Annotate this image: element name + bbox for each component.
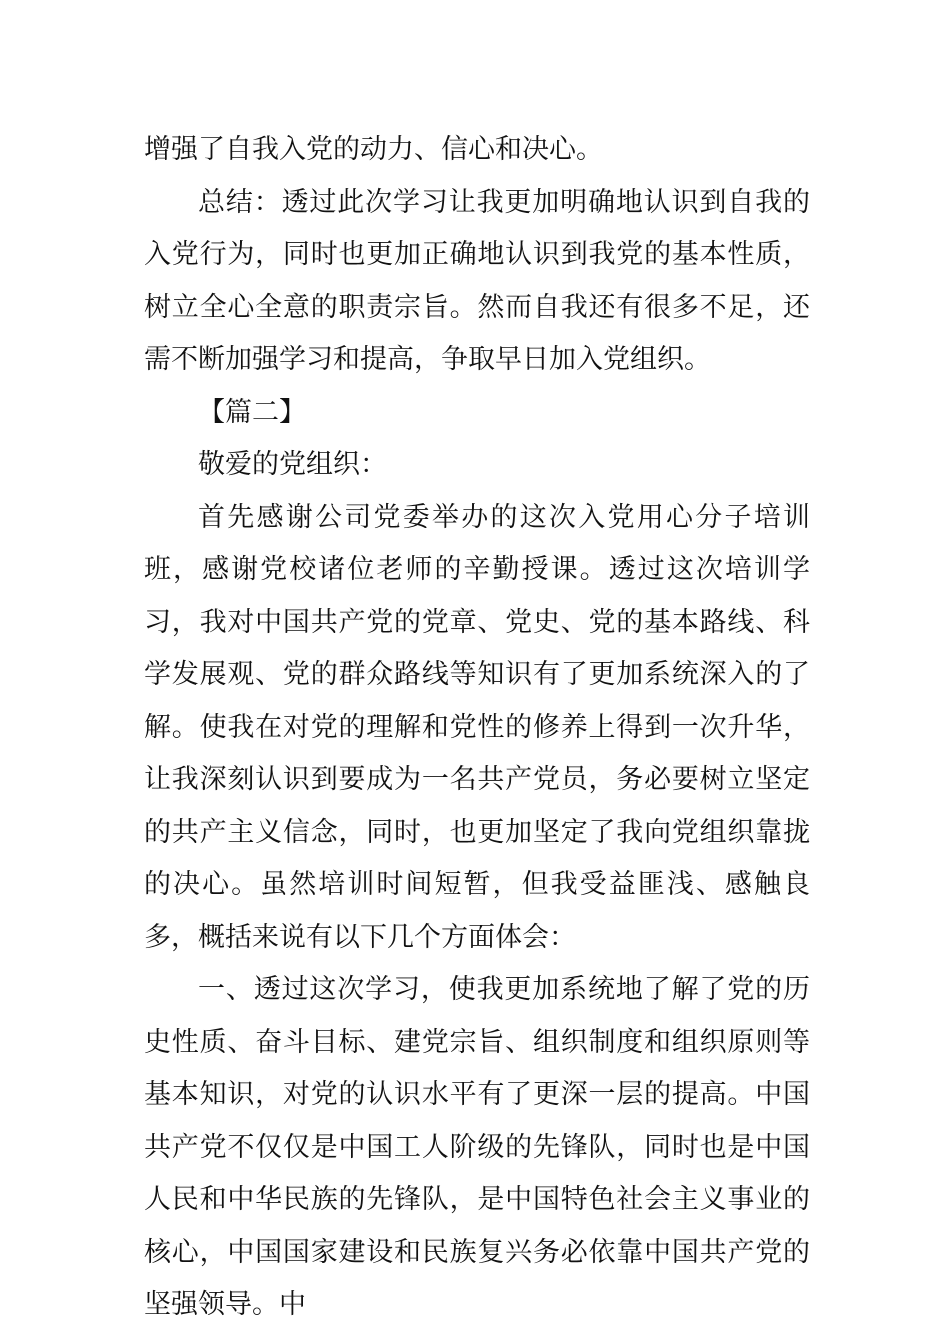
salutation: 敬爱的党组织： xyxy=(198,449,387,480)
paragraph-point-one: 一、透过这次学习，使我更加系统地了解了党的历史性质、奋斗目标、建党宗旨、组织制度和组织原则等基本知识，对党的认识水平有了更深一层的提高。中国共产党不仅仅是中国工人阶级的先锋队，同时也是中国人民和中华民族的先锋队，是中国特色社会主义事业的核心，中国国家建设和民族复兴务必依靠中国共产党的坚强领导。中 xyxy=(144,974,810,1320)
paragraph-summary: 总结：透过此次学习让我更加明确地认识到自我的入党行为，同时也更加正确地认识到我党的基本性质，树立全心全意的职责宗旨。然而自我还有很多不足，还需不断加强学习和提高，争取早日加入党组织。 xyxy=(144,186,810,375)
paragraph-intro-end: 增强了自我入党的动力、信心和决心。 xyxy=(144,134,603,165)
paragraph-thanks: 首先感谢公司党委举办的这次入党用心分子培训班，感谢党校诸位老师的辛勤授课。透过这次培训学习，我对中国共产党的党章、党史、党的基本路线、科学发展观、党的群众路线等知识有了更加系统深入的了解。使我在对党的理解和党性的修养上得到一次升华，让我深刻认识到要成为一名共产党员，务必要树立坚定的共产主义信念，同时，也更加坚定了我向党组织靠拢的决心。虽然培训时间短暂，但我受益匪浅、感触良多，概括来说有以下几个方面体会： xyxy=(144,501,810,953)
document-body xyxy=(144,124,810,1332)
section-heading: 【篇二】 xyxy=(198,396,306,428)
